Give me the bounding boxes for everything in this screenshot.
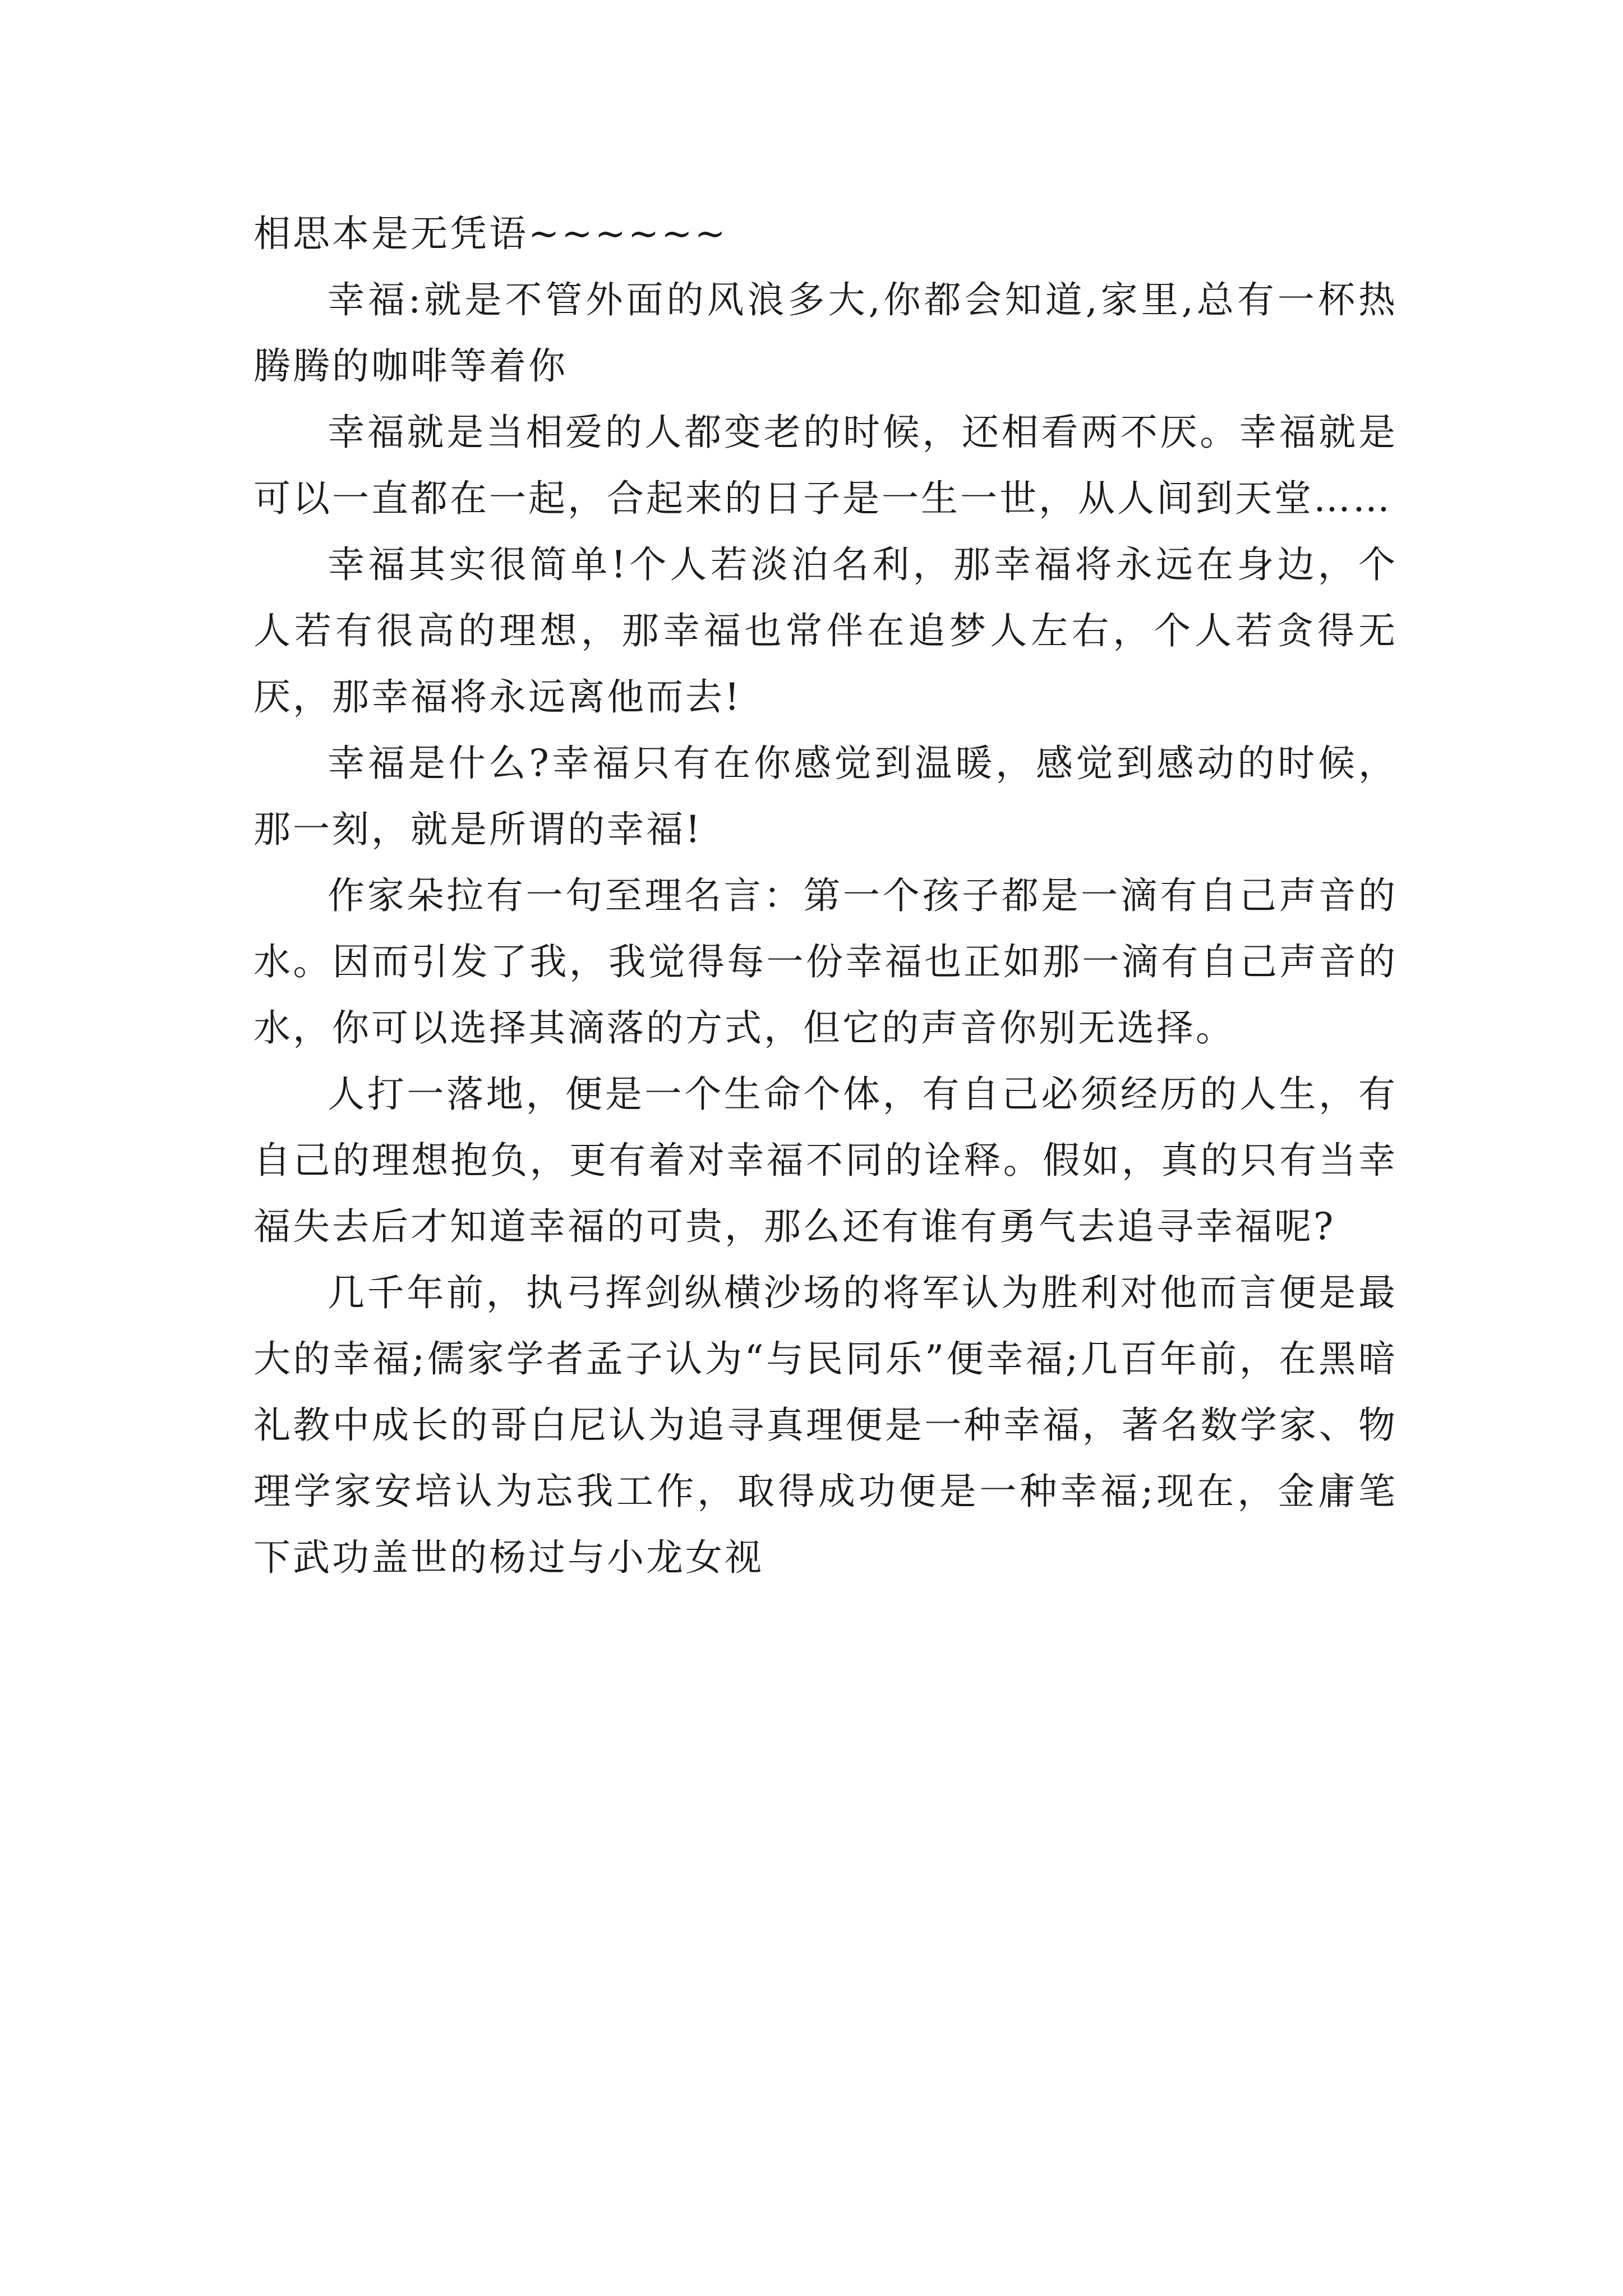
paragraph: 作家朵拉有一句至理名言：第一个孩子都是一滴有自己声音的水。因而引发了我，我觉得每一份幸福也正如那一滴有自己声音的水，你可以选择其滴落的方式，但它的声音你别无选择。 [253, 874, 1398, 1050]
document-body [253, 201, 1398, 1591]
paragraph: 几千年前，执弓挥剑纵横沙场的将军认为胜利对他而言便是最大的幸福;儒家学者孟子认为“与民同乐”便幸福;几百年前，在黑暗礼教中成长的哥白尼认为追寻真理便是一种幸福，著名数学家、物理学家安培认为忘我工作，取得成功便是一种幸福;现在，金庸笔下武功盖世的杨过与小龙女视 [253, 1271, 1398, 1579]
paragraph: 幸福是什么?幸福只有在你感觉到温暖，感觉到感动的时候，那一刻，就是所谓的幸福! [253, 742, 1398, 851]
paragraph-continuation: 相思本是无凭语~~~~~~ [253, 212, 728, 255]
paragraph: 幸福就是当相爱的人都变老的时候，还相看两不厌。幸福就是可以一直都在一起，合起来的日子是一生一世，从人间到天堂…… [253, 411, 1398, 520]
paragraph: 幸福:就是不管外面的风浪多大,你都会知道,家里,总有一杯热腾腾的咖啡等着你 [253, 278, 1398, 388]
paragraph: 幸福其实很简单!个人若淡泊名利，那幸福将永远在身边，个人若有很高的理想，那幸福也常伴在追梦人左右，个人若贪得无厌，那幸福将永远离他而去! [253, 543, 1398, 719]
paragraph: 人打一落地，便是一个生命个体，有自己必须经历的人生，有自己的理想抱负，更有着对幸福不同的诠释。假如，真的只有当幸福失去后才知道幸福的可贵，那么还有谁有勇气去追寻幸福呢? [253, 1073, 1398, 1248]
